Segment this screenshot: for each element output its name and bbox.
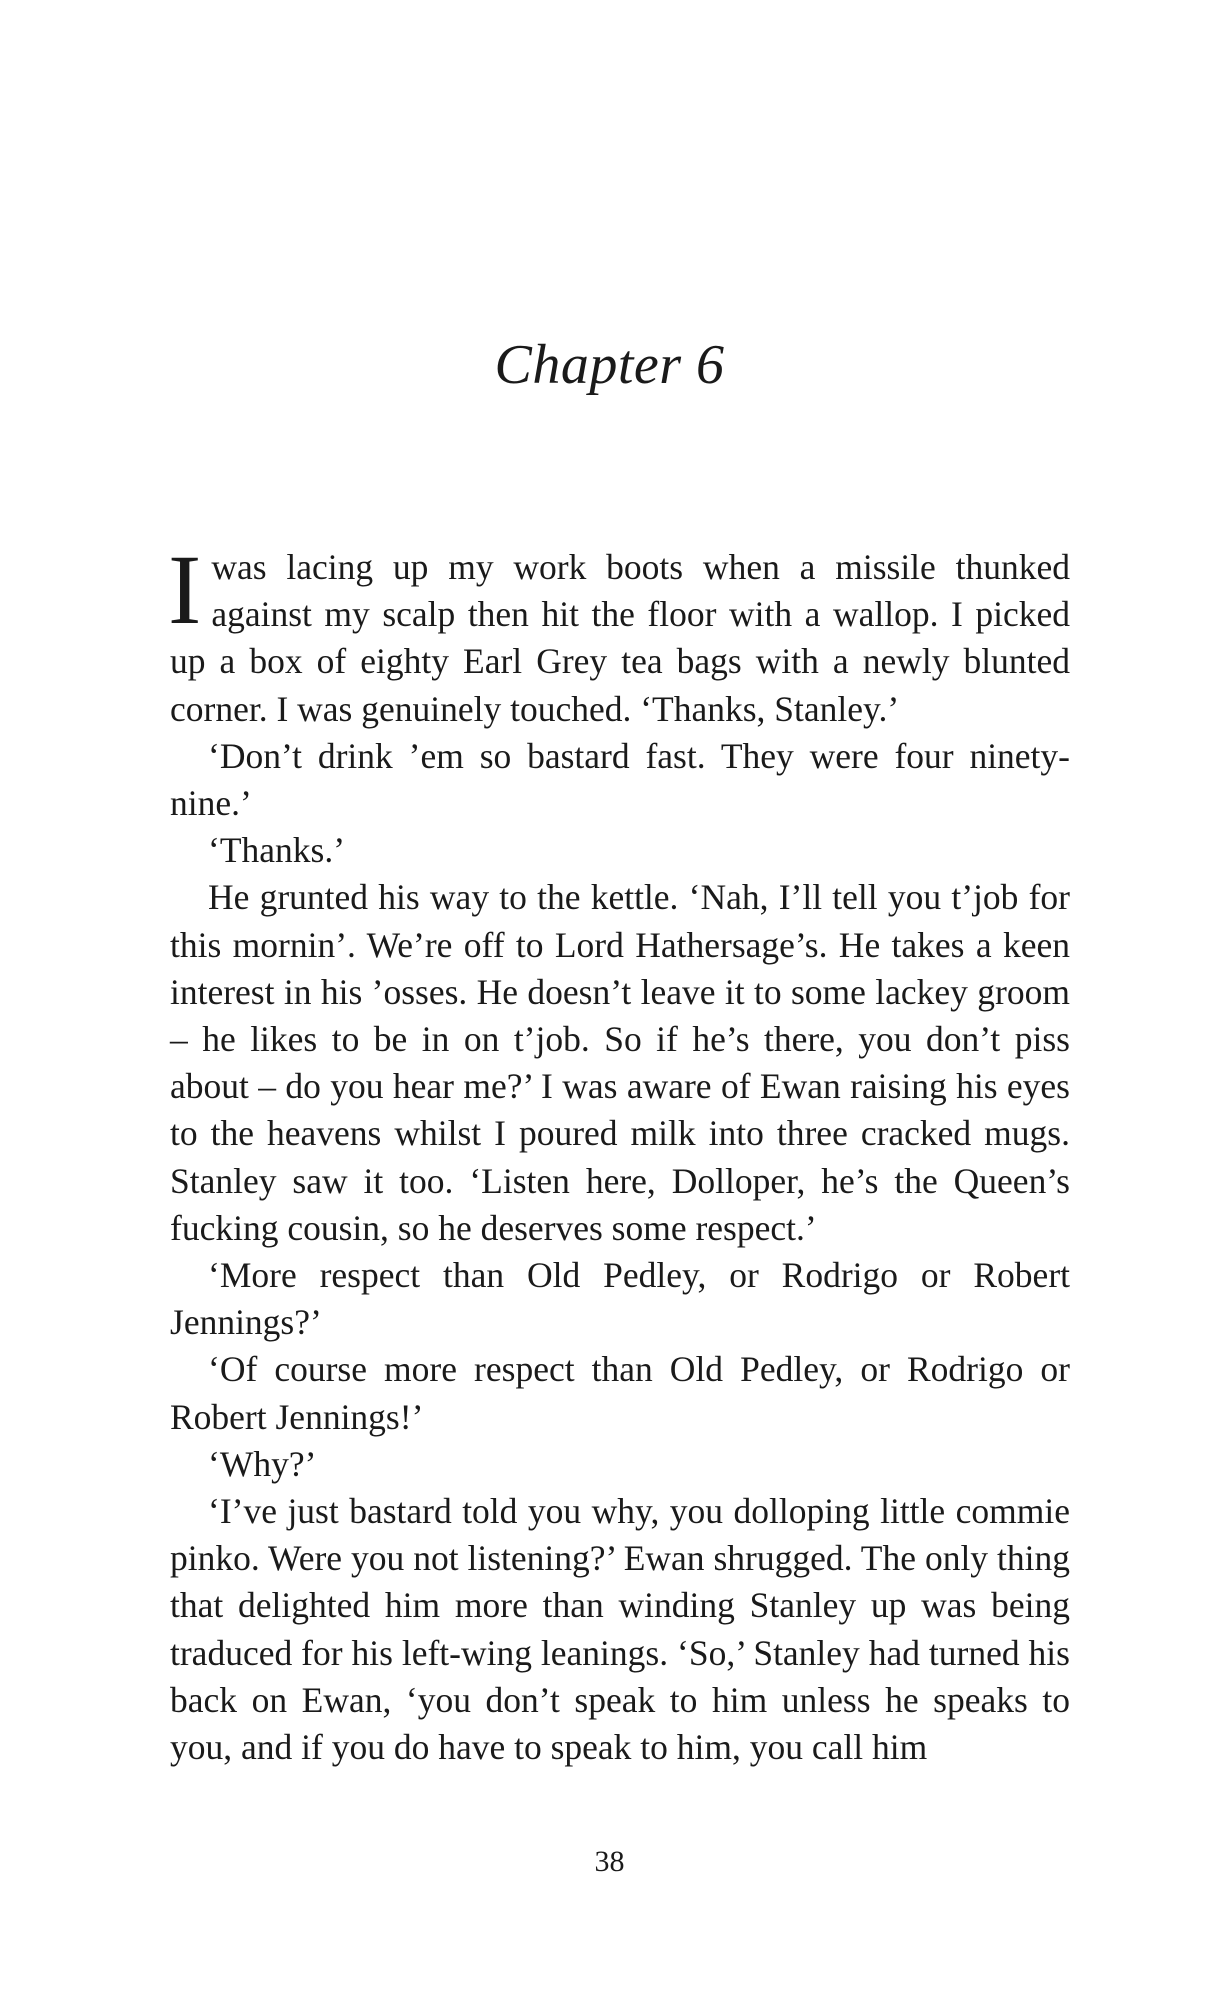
paragraph-3: ‘Thanks.’ (208, 830, 346, 871)
page-number: 38 (594, 1845, 625, 1878)
drop-cap: I (168, 534, 202, 645)
paragraph-7: ‘Why?’ (208, 1443, 317, 1484)
paragraph-1 (168, 534, 1070, 733)
paragraph-8: ‘I’ve just bastard told you why, you dolloping little commie pinko. Were you not listening?’ Ewan shrugged. The only thing that delighted him more than winding Stanley up was being traduced for his left-wing leanings. ‘So,’ Stanley had turned his back on Ewan, ‘you don’t speak to him unless he speaks to you, and if you do have to speak to him, you call him (170, 1491, 1070, 1768)
chapter-body (168, 534, 1070, 1771)
paragraph-2: ‘Don’t drink ’em so bastard fast. They were four ninety-nine.’ (170, 735, 1070, 824)
paragraph-6: ‘Of course more respect than Old Pedley, or Rodrigo or Robert Jennings!’ (170, 1349, 1070, 1437)
paragraph-text: was lacing up my work boots when a missile thunked against my scalp then hit the floor with a wallop. I picked up a box of eighty Earl Grey tea bags with a newly blunted corner. I was genuinely touched. ‘Thanks, Stanley.’ (170, 547, 1070, 729)
chapter-title: Chapter 6 (494, 334, 725, 396)
paragraph-4: He grunted his way to the kettle. ‘Nah, I’ll tell you t’job for this mornin’. We’re off to Lord Hathersage’s. He takes a keen interest in his ’osses. He doesn’t leave it to some lackey groom – he likes to be in on t’job. So if he’s there, you don’t piss about – do you hear me?’ I was aware of Ewan raising his eyes to the heavens whilst I poured milk into three cracked mugs. Stanley saw it too. ‘Listen here, Dolloper, he’s the Queen’s fucking cousin, so he deserves some respect.’ (170, 877, 1070, 1248)
paragraph-5: ‘More respect than Old Pedley, or Rodrigo or Robert Jennings?’ (170, 1255, 1070, 1343)
